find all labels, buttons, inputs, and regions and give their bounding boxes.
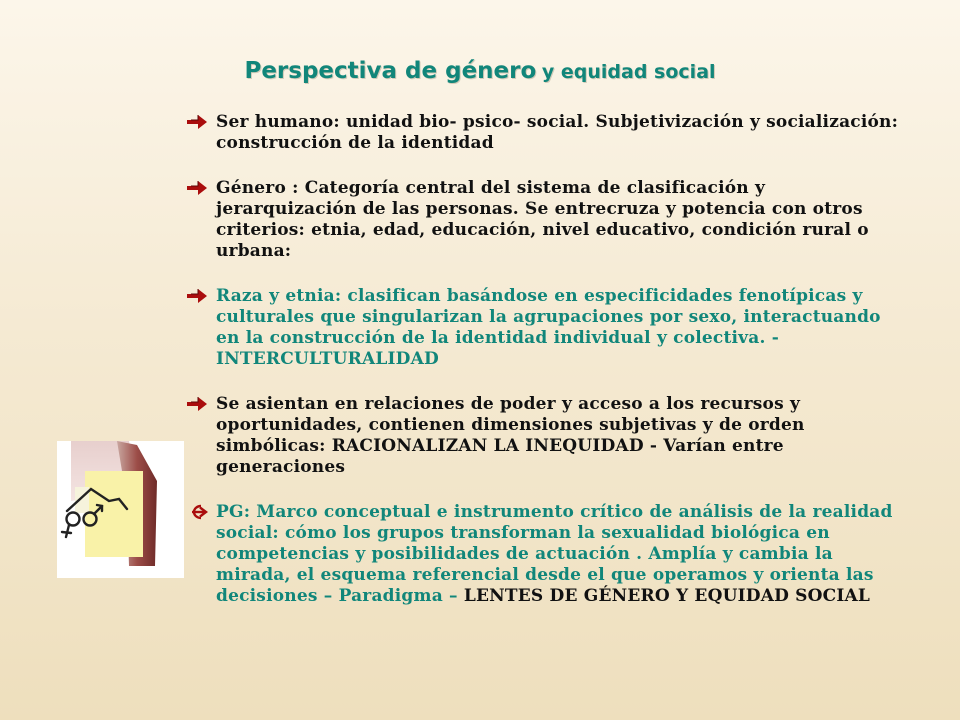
bullet-item-genero	[186, 178, 902, 262]
page-title	[0, 58, 960, 84]
title-part-2: y equidad social	[541, 61, 716, 83]
arrow-right-icon	[186, 112, 208, 132]
title-part-1: Perspectiva de género	[244, 58, 537, 84]
arrow-right-icon	[186, 286, 208, 306]
bullet-emphasis-text: LENTES DE GÉNERO Y EQUIDAD SOCIAL	[463, 586, 871, 606]
bullet-list	[186, 112, 902, 631]
bullet-text-group	[216, 502, 902, 607]
bullet-text: PG: Marco conceptual e instrumento crítico de análisis de la realidad social: cómo los grupos transforman la sexualidad biológica en competencias y posibilidades de actuación . Amplía y cambia la mirada, el esquema referencial desde el que operamos y orienta las decisiones – Paradigma –	[216, 502, 893, 606]
bullet-item-raza-etnia	[186, 286, 902, 370]
bullet-item-relaciones-poder	[186, 394, 902, 478]
bullet-text: Raza y etnia: clasifican basándose en especificidades fenotípicas y culturales que singularizan la agrupaciones por sexo, interactuando en la construcción de la identidad individual y colectiva. - INTERCULTURALIDAD	[216, 286, 881, 369]
bullet-text: Se asientan en relaciones de poder y acceso a los recursos y oportunidades, contienen dimensiones subjetivas y de orden simbólicas: RACIONALIZAN LA INEQUIDAD - Varían entre generaciones	[216, 394, 805, 477]
bullet-text: Ser humano: unidad bio- psico- social. Subjetivización y socialización: construcción de la identidad	[216, 112, 899, 153]
bullet-item-pg	[186, 502, 902, 607]
arrow-right-icon	[186, 178, 208, 198]
arrow-right-icon	[186, 394, 208, 414]
gender-symbols-logo	[57, 441, 184, 578]
bullet-item-ser-humano	[186, 112, 902, 154]
bullet-text: Género : Categoría central del sistema de clasificación y jerarquización de las personas. Se entrecruza y potencia con otros criterios: etnia, edad, educación, nivel educativo, condición rural o urbana:	[216, 178, 869, 261]
curved-arrow-icon	[186, 502, 208, 522]
